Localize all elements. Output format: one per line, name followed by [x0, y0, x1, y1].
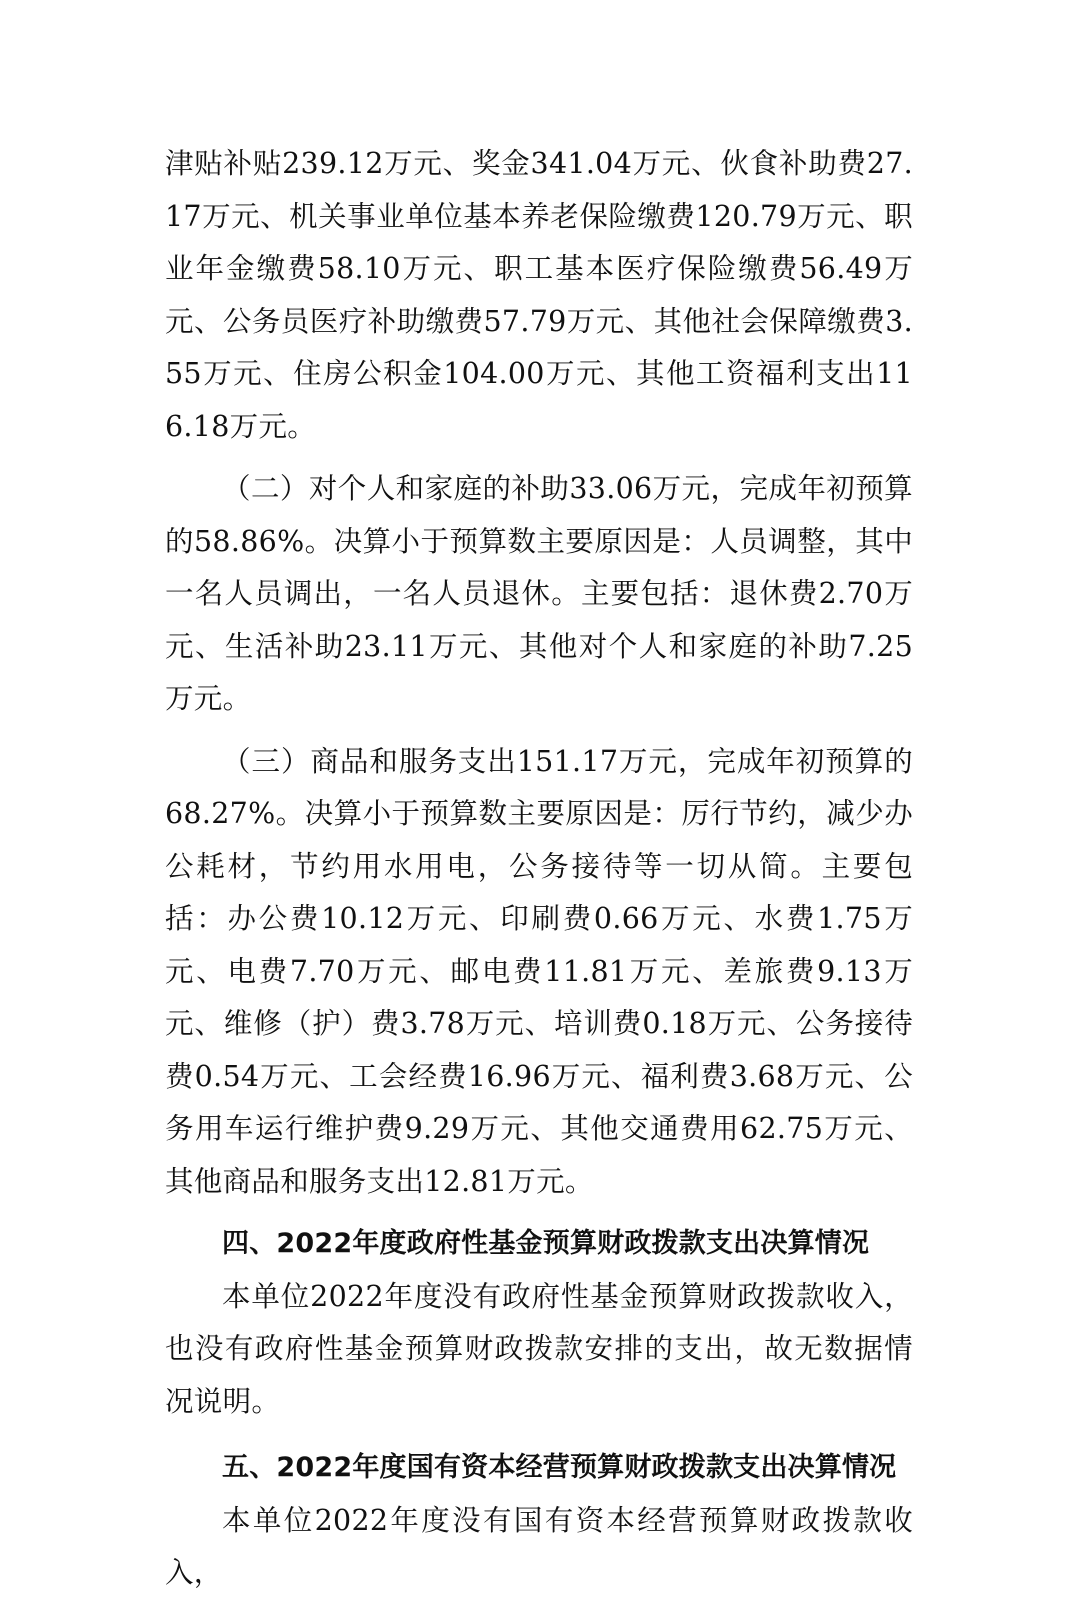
document-page — [165, 138, 913, 1600]
paragraph-salary-items: 津贴补贴239.12万元、奖金341.04万元、伙食补助费27.17万元、机关事业单位基本养老保险缴费120.79万元、职业年金缴费58.10万元、职工基本医疗保险缴费56.49万元、公务员医疗补助缴费57.79万元、其他社会保障缴费3.55万元、住房公积金104.00万元、其他工资福利支出116.18万元。 — [165, 147, 913, 443]
section-heading-fund-budget: 四、2022年度政府性基金预算财政拨款支出决算情况 — [222, 1228, 870, 1259]
paragraph-fund-budget: 本单位2022年度没有政府性基金预算财政拨款收入，也没有政府性基金预算财政拨款安排的支出，故无数据情况说明。 — [165, 1279, 913, 1418]
paragraph-goods-services: （三）商品和服务支出151.17万元，完成年初预算的68.27%。决算小于预算数主要原因是：厉行节约，减少办公耗材，节约用水用电，公务接待等一切从简。主要包括：办公费10.12万元、印刷费0.66万元、水费1.75万元、电费7.70万元、邮电费11.81万元、差旅费9.13万元、维修（护）费3.78万元、培训费0.18万元、公务接待费0.54万元、工会经费16.96万元、福利费3.68万元、公务用车运行维护费9.29万元、其他交通费用62.75万元、其他商品和服务支出12.81万元。 — [165, 744, 913, 1198]
paragraph-state-capital: 本单位2022年度没有国有资本经营预算财政拨款收入， — [165, 1503, 913, 1589]
section-heading-state-capital: 五、2022年度国有资本经营预算财政拨款支出决算情况 — [222, 1452, 897, 1483]
paragraph-family-subsidy: （二）对个人和家庭的补助33.06万元，完成年初预算的58.86%。决算小于预算数主要原因是：人员调整，其中一名人员调出，一名人员退休。主要包括：退休费2.70万元、生活补助23.11万元、其他对个人和家庭的补助7.25万元。 — [165, 472, 913, 715]
